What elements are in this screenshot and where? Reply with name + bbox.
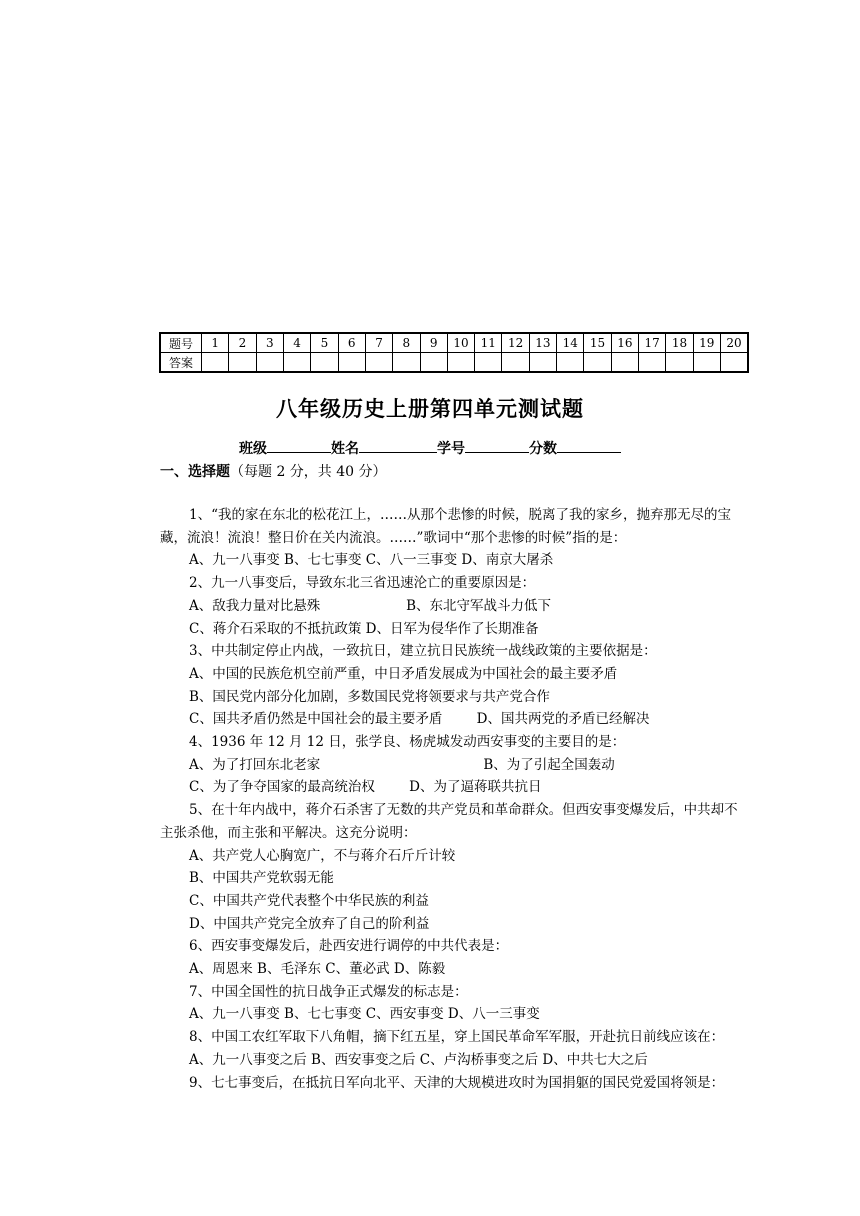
question-text: 2、九一八事变后，导致东北三省迅速沦亡的重要原因是：	[189, 575, 536, 592]
student-id-blank[interactable]	[465, 438, 529, 453]
answer-options: A、九一八事变 B、七七事变 C、西安事变 D、八一三事变	[189, 1006, 540, 1023]
answer-options: C、中国共产党代表整个中华民族的利益	[189, 892, 429, 909]
answer-options: A、周恩来 B、毛泽东 C、董必武 D、陈毅	[189, 961, 446, 978]
answer-cell[interactable]	[393, 353, 420, 373]
student-id-label: 学号	[437, 441, 465, 457]
score-blank[interactable]	[557, 438, 621, 453]
answer-table-answer-row	[160, 353, 748, 373]
answer-cell[interactable]	[720, 353, 748, 373]
question-number-cell: 4	[283, 333, 310, 353]
answer-options: A、九一八事变之后 B、西安事变之后 C、卢沟桥事变之后 D、中共七大之后	[189, 1051, 648, 1068]
answer-options: A、九一八事变 B、七七事变 C、八一三事变 D、南京大屠杀	[189, 552, 554, 569]
answer-options: D、中国共产党完全放弃了自己的阶利益	[189, 915, 430, 932]
answer-cell[interactable]	[283, 353, 310, 373]
question-number-cell: 15	[584, 333, 611, 353]
question-number-cell: 14	[557, 333, 584, 353]
question-text: 8、中国工农红军取下八角帽，摘下红五星，穿上国民革命军军服，开赴抗日前线应该在：	[189, 1029, 725, 1046]
question-number-cell: 2	[229, 333, 256, 353]
class-blank[interactable]	[267, 438, 331, 453]
question-number-cell: 8	[393, 333, 420, 353]
question-text: 5、在十年内战中，蒋介石杀害了无数的共产党员和革命群众。但西安事变爆发后，中共却不主张杀他，而主张和平解决。这充分说明：	[160, 802, 738, 841]
answer-cell[interactable]	[365, 353, 392, 373]
score-label: 分数	[529, 441, 557, 457]
answer-options: A、共产党人心胸宽广，不与蒋介石斤斤计较	[189, 847, 456, 864]
question-text: 9、七七事变后，在抵抗日军向北平、天津的大规模进攻时为国捐躯的国民党爱国将领是：	[189, 1074, 725, 1091]
answer-options: C、蒋介石采取的不抵抗政策 D、日军为侵华作了长期准备	[189, 620, 539, 637]
question-number-cell: 5	[311, 333, 338, 353]
question-text: 1、“我的家在东北的松花江上，……从那个悲惨的时候，脱离了我的家乡，抛弃那无尽的宝藏，流浪！流浪！整日价在关内流浪。……”歌词中“那个悲惨的时候”指的是：	[160, 507, 731, 546]
answer-options: A、中国的民族危机空前严重，中日矛盾发展成为中国社会的最主要矛盾	[189, 665, 618, 682]
answer-cell[interactable]	[311, 353, 338, 373]
name-blank[interactable]	[359, 438, 437, 453]
answer-options: C、国共矛盾仍然是中国社会的最主要矛盾 D、国共两党的矛盾已经解决	[189, 711, 650, 728]
question-text: 6、西安事变爆发后，赴西安进行调停的中共代表是：	[189, 938, 509, 955]
answer-cell[interactable]	[229, 353, 256, 373]
question-list	[160, 504, 750, 1094]
question-number-cell: 17	[639, 333, 666, 353]
question-number-label: 题号	[160, 333, 202, 353]
name-label: 姓名	[331, 441, 359, 457]
answer-cell[interactable]	[256, 353, 283, 373]
section-heading	[160, 461, 387, 481]
question-number-cell: 13	[529, 333, 556, 353]
answer-table-header-row	[160, 333, 748, 353]
answer-cell[interactable]	[557, 353, 584, 373]
answer-options: A、为了打回东北老家 B、为了引起全国轰动	[189, 756, 615, 773]
question-text: 4、1936 年 12 月 12 日，张学良、杨虎城发动西安事变的主要目的是：	[189, 734, 626, 751]
question-number-cell: 16	[611, 333, 638, 353]
question-number-cell: 19	[693, 333, 720, 353]
answer-options: B、中国共产党软弱无能	[189, 870, 334, 887]
student-info-line	[0, 438, 860, 458]
answer-cell[interactable]	[447, 353, 474, 373]
question-number-cell: 6	[338, 333, 365, 353]
question-number-cell: 10	[447, 333, 474, 353]
answer-cell[interactable]	[584, 353, 611, 373]
answer-options: A、敌我力量对比悬殊 B、东北守军战斗力低下	[189, 597, 551, 614]
class-label: 班级	[239, 441, 267, 457]
answer-label: 答案	[160, 353, 202, 373]
question-number-cell: 11	[475, 333, 502, 353]
answer-cell[interactable]	[666, 353, 693, 373]
question-number-cell: 9	[420, 333, 447, 353]
section-note: （每题 2 分，共 40 分）	[230, 464, 387, 480]
answer-cell[interactable]	[693, 353, 720, 373]
answer-cell[interactable]	[202, 353, 229, 373]
answer-cell[interactable]	[502, 353, 529, 373]
question-number-cell: 12	[502, 333, 529, 353]
answer-cell[interactable]	[639, 353, 666, 373]
document-title: 八年级历史上册第四单元测试题	[276, 396, 584, 421]
section-title: 一、选择题	[160, 464, 230, 480]
question-number-cell: 3	[256, 333, 283, 353]
answer-cell[interactable]	[611, 353, 638, 373]
question-number-cell: 1	[202, 333, 229, 353]
answer-cell[interactable]	[529, 353, 556, 373]
question-number-cell: 18	[666, 333, 693, 353]
question-number-cell: 20	[720, 333, 748, 353]
answer-cell[interactable]	[475, 353, 502, 373]
answer-cell[interactable]	[420, 353, 447, 373]
question-number-cell: 7	[365, 333, 392, 353]
answer-cell[interactable]	[338, 353, 365, 373]
answer-options: B、国民党内部分化加剧，多数国民党将领要求与共产党合作	[189, 688, 550, 705]
answer-options: C、为了争夺国家的最高统治权 D、为了逼蒋联共抗日	[189, 779, 542, 796]
question-text: 3、中共制定停止内战，一致抗日，建立抗日民族统一战线政策的主要依据是：	[189, 643, 657, 660]
answer-table	[159, 332, 749, 373]
question-text: 7、中国全国性的抗日战争正式爆发的标志是：	[189, 983, 468, 1000]
